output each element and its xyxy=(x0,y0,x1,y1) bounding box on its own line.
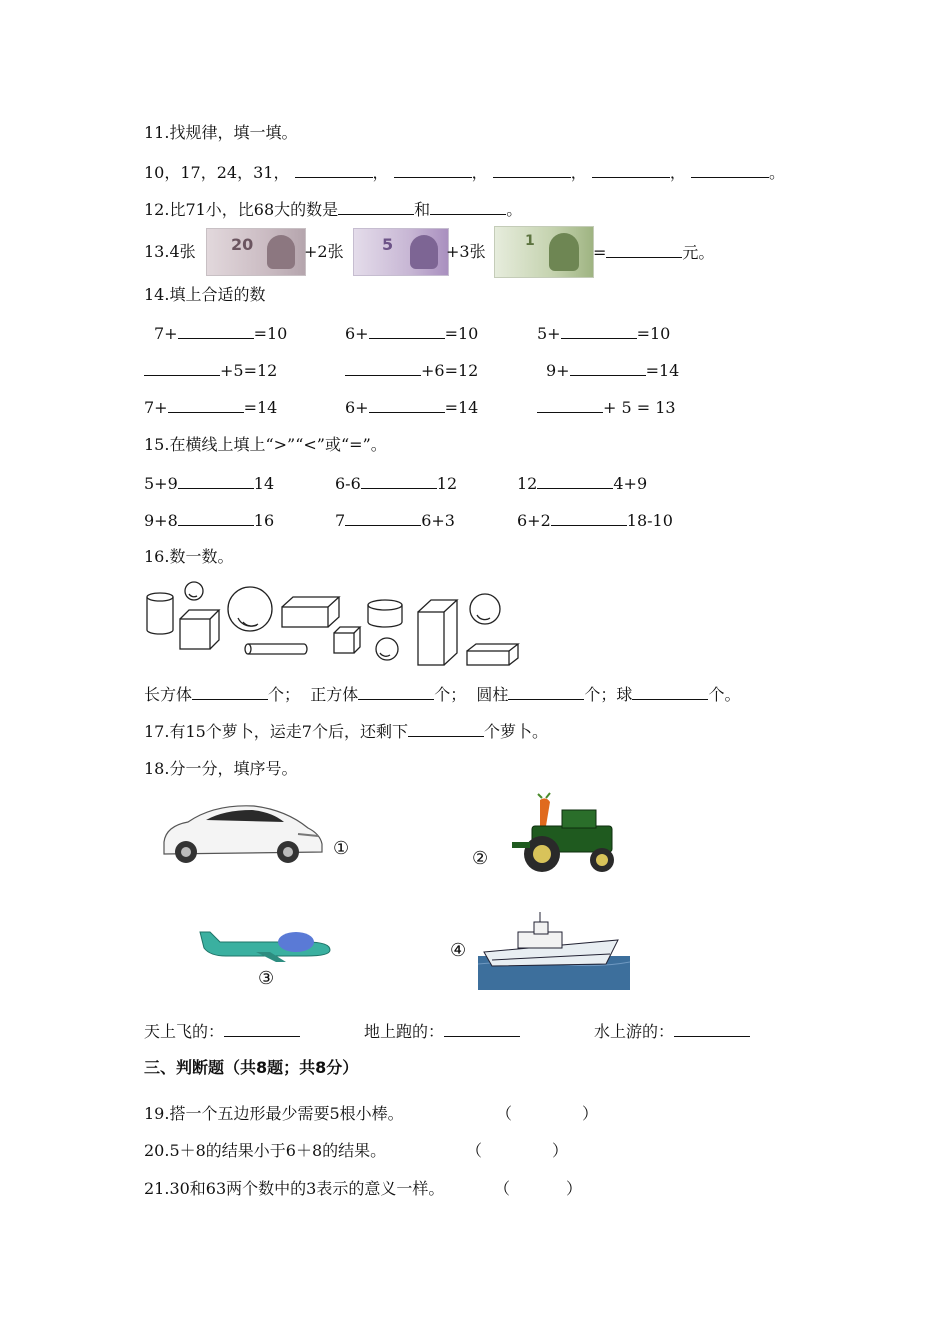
expr-right: + 5 = 13 xyxy=(603,398,676,417)
car-image xyxy=(158,800,328,870)
answer-blank[interactable] xyxy=(394,161,472,178)
label-cube: 正方体 xyxy=(310,685,359,704)
q18-water xyxy=(594,1020,750,1043)
separator: ， xyxy=(669,163,686,182)
ship-image xyxy=(478,912,630,990)
q14-item xyxy=(154,322,287,345)
marker-2: ② xyxy=(472,848,489,869)
separator: ， xyxy=(372,163,389,182)
q14-item xyxy=(144,359,277,382)
q14-item xyxy=(345,359,478,382)
answer-blank[interactable] xyxy=(691,161,769,178)
expr-left: 6+2 xyxy=(517,511,551,530)
expr-right: 12 xyxy=(436,474,458,493)
expr-right: +5=12 xyxy=(220,361,278,380)
paren-open: （ xyxy=(466,1141,483,1160)
q14-item xyxy=(144,396,277,419)
answer-blank[interactable] xyxy=(369,322,445,339)
expr-left: 5+9 xyxy=(144,474,178,493)
expr-right: 6+3 xyxy=(421,511,455,530)
banknote-1-image xyxy=(494,226,594,278)
expr-right: 16 xyxy=(253,511,275,530)
paren-open: （ xyxy=(496,1104,513,1123)
answer-blank[interactable] xyxy=(144,359,220,376)
expr-right: =14 xyxy=(645,361,680,380)
portrait-icon xyxy=(410,235,438,269)
q15-item xyxy=(335,472,457,495)
separator: ， xyxy=(570,163,587,182)
expr-right: =10 xyxy=(253,324,288,343)
q14-item xyxy=(546,359,679,382)
q17-text: 17.有15个萝卜，运走7个后，还剩下 xyxy=(144,722,408,741)
sphere-shape xyxy=(185,582,203,600)
q14-item xyxy=(537,322,670,345)
land-label: 地上跑的： xyxy=(364,1022,445,1041)
answer-blank[interactable] xyxy=(224,1020,300,1037)
cuboid-shape xyxy=(282,597,339,627)
q19-answer-paren[interactable] xyxy=(496,1103,598,1125)
period: 。 xyxy=(506,200,523,219)
expr-right: +6=12 xyxy=(421,361,479,380)
answer-blank[interactable] xyxy=(561,322,637,339)
q15-item xyxy=(517,472,647,495)
answer-blank[interactable] xyxy=(369,396,445,413)
answer-blank[interactable] xyxy=(178,472,254,489)
q12-and: 和 xyxy=(414,200,431,219)
q17-end: 个萝卜。 xyxy=(484,722,549,741)
period: 。 xyxy=(768,163,785,182)
banknote-value: 5 xyxy=(382,235,394,254)
answer-blank[interactable] xyxy=(493,161,571,178)
paren-close: ） xyxy=(566,1179,583,1198)
q11-title: 11.找规律，填一填。 xyxy=(144,123,298,142)
expr-left: 7 xyxy=(335,511,346,530)
expr-right: 14 xyxy=(253,474,275,493)
q20-text: 20.5＋8的结果小于6＋8的结果。 xyxy=(144,1141,387,1160)
unit-label: 个。 xyxy=(708,685,741,704)
q13-result xyxy=(593,241,714,264)
q16-answer-line xyxy=(144,683,740,706)
answer-blank[interactable] xyxy=(178,322,254,339)
label-sphere: 个；球 xyxy=(584,685,633,704)
q15-title: 15.在横线上填上“>”“<”或“=”。 xyxy=(144,435,387,454)
answer-blank[interactable] xyxy=(345,509,421,526)
expr-right: =10 xyxy=(444,324,479,343)
banknote-5-image xyxy=(353,228,449,276)
answer-blank[interactable] xyxy=(537,472,613,489)
q14-title: 14.填上合适的数 xyxy=(144,285,266,304)
expr-right: =14 xyxy=(243,398,278,417)
expr-left: 5+ xyxy=(537,324,561,343)
q12-text: 12.比71小，比68大的数是 xyxy=(144,200,339,219)
q19-line xyxy=(144,1103,404,1125)
q20-answer-paren[interactable] xyxy=(466,1140,568,1162)
answer-blank[interactable] xyxy=(537,396,603,413)
q15-item xyxy=(144,472,274,495)
sky-label: 天上飞的： xyxy=(144,1022,225,1041)
unit-label: 个； xyxy=(434,685,467,704)
expr-right: 18-10 xyxy=(626,511,673,530)
q21-text: 21.30和63两个数中的3表示的意义一样。 xyxy=(144,1179,445,1198)
marker-3: ③ xyxy=(258,968,275,989)
banknote-value: 1 xyxy=(525,233,535,249)
q16-title: 16.数一数。 xyxy=(144,547,234,566)
separator: ， xyxy=(471,163,488,182)
answer-blank[interactable] xyxy=(338,198,414,215)
q18-title: 18.分一分，填序号。 xyxy=(144,759,298,778)
answer-blank[interactable] xyxy=(295,161,373,178)
cylinder-shape xyxy=(368,600,402,627)
portrait-icon xyxy=(549,233,579,271)
q15-item xyxy=(517,509,673,532)
q18-sky xyxy=(144,1020,300,1043)
water-label: 水上游的： xyxy=(594,1022,675,1041)
answer-blank[interactable] xyxy=(345,359,421,376)
expr-left: 9+8 xyxy=(144,511,178,530)
cuboid-shape xyxy=(418,600,457,665)
q15-item xyxy=(335,509,455,532)
equals-sign: = xyxy=(593,243,607,262)
answer-blank[interactable] xyxy=(361,472,437,489)
q15-item xyxy=(144,509,274,532)
answer-blank[interactable] xyxy=(408,720,484,737)
banknote-value: 20 xyxy=(231,235,254,254)
q13-prefix: 13.4张 xyxy=(144,242,196,261)
q11-sequence: 10，17，24，31， xyxy=(144,163,290,182)
expr-left: 12 xyxy=(517,474,538,493)
unit-yuan: 元。 xyxy=(682,243,715,262)
paren-open: （ xyxy=(494,1179,511,1198)
answer-blank[interactable] xyxy=(444,1020,520,1037)
expr-right: =14 xyxy=(444,398,479,417)
q13-plus2: +2张 xyxy=(304,242,344,261)
answer-blank[interactable] xyxy=(178,509,254,526)
q19-text: 19.搭一个五边形最少需要5根小棒。 xyxy=(144,1104,404,1123)
expr-left: 7+ xyxy=(154,324,178,343)
section-3-title: 三、判断题（共8题；共8分） xyxy=(144,1058,359,1077)
q14-item xyxy=(345,322,478,345)
q21-answer-paren[interactable] xyxy=(494,1178,582,1200)
answer-blank[interactable] xyxy=(606,241,682,258)
paren-close: ） xyxy=(582,1104,599,1123)
marker-4: ④ xyxy=(450,940,467,961)
expr-left: 6+ xyxy=(345,324,369,343)
sphere-shape xyxy=(470,594,500,624)
q14-item xyxy=(537,396,676,419)
portrait-icon xyxy=(267,235,295,269)
marker-1: ① xyxy=(333,838,350,859)
cube-shape xyxy=(180,610,219,649)
answer-blank[interactable] xyxy=(508,683,584,700)
answer-blank[interactable] xyxy=(674,1020,750,1037)
answer-blank[interactable] xyxy=(592,161,670,178)
q18-land xyxy=(364,1020,520,1043)
answer-blank[interactable] xyxy=(358,683,434,700)
answer-blank[interactable] xyxy=(168,396,244,413)
answer-blank[interactable] xyxy=(430,198,506,215)
q11-sequence-line xyxy=(144,161,785,184)
expr-left: 6-6 xyxy=(335,474,361,493)
q20-line xyxy=(144,1140,386,1162)
answer-blank[interactable] xyxy=(632,683,708,700)
cuboid-shape xyxy=(467,644,518,665)
sphere-shape xyxy=(228,587,272,631)
label-cylinder: 圆柱 xyxy=(476,685,509,704)
cylinder-shape xyxy=(147,593,173,634)
tractor-image xyxy=(504,796,624,874)
q12-line xyxy=(144,198,522,221)
expr-right: =10 xyxy=(636,324,671,343)
cube-shape xyxy=(334,627,360,653)
expr-right: 4+9 xyxy=(613,474,648,493)
banknote-20-image xyxy=(206,228,306,276)
paren-close: ） xyxy=(552,1141,569,1160)
label-cuboid: 长方体 xyxy=(144,685,193,704)
sphere-shape xyxy=(376,638,398,660)
solid-shapes-figure xyxy=(140,576,530,672)
answer-blank[interactable] xyxy=(570,359,646,376)
expr-left: 9+ xyxy=(546,361,570,380)
q21-line xyxy=(144,1178,444,1200)
expr-left: 7+ xyxy=(144,398,168,417)
answer-blank[interactable] xyxy=(551,509,627,526)
q14-item xyxy=(345,396,478,419)
unit-label: 个； xyxy=(268,685,301,704)
airplane-image xyxy=(196,912,336,962)
q17-line xyxy=(144,720,548,743)
expr-left: 6+ xyxy=(345,398,369,417)
q13-plus3: +3张 xyxy=(446,242,486,261)
cylinder-shape xyxy=(245,644,307,654)
answer-blank[interactable] xyxy=(192,683,268,700)
